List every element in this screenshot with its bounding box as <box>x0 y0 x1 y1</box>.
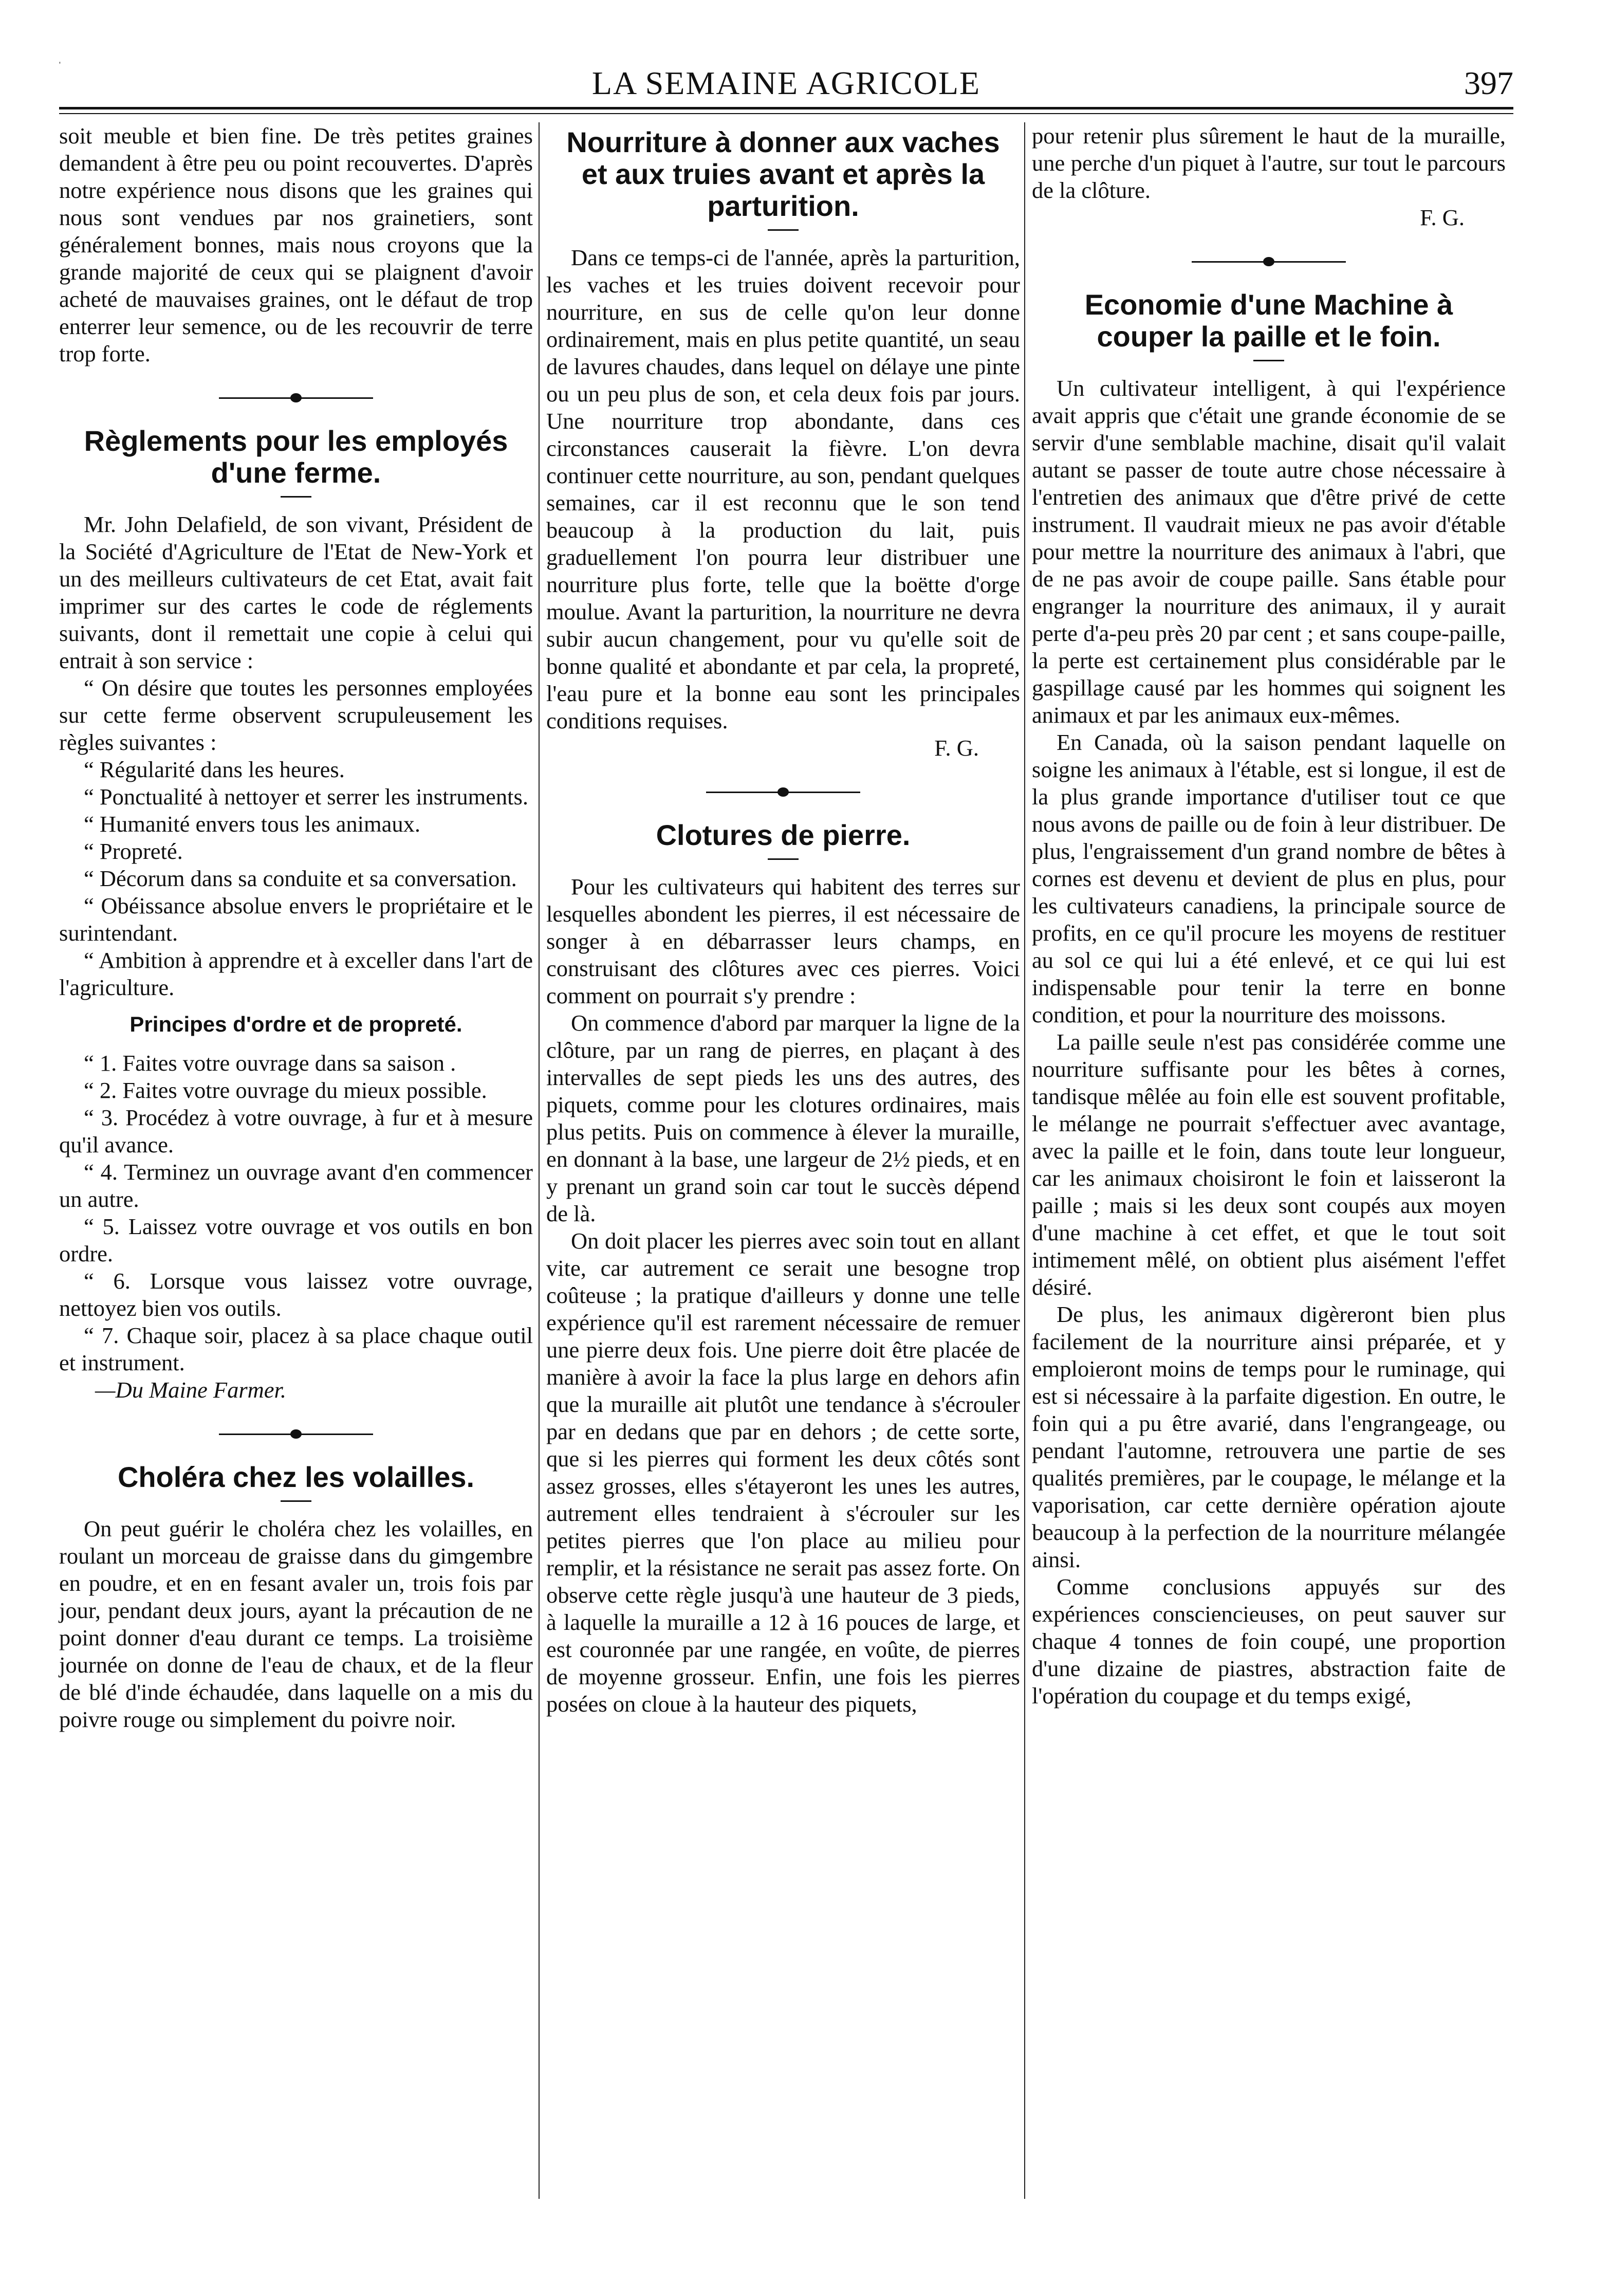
paragraph: Comme conclusions appuyés sur des expériences consciencieuses, on peut sauver sur chaque 4 tonnes de foin coupé, une proportion d'une dizaine de piastres, abstraction faite de l'opération du coupage et du temps exigé, <box>1032 1574 1506 1709</box>
article-heading: Economie d'une Machine à couper la paille et le foin. <box>1084 288 1453 353</box>
paragraph: On doit placer les pierres avec soin tout en allant vite, car autrement ce serait une besogne trop coûteuse ; la pratique d'ailleurs y donne une telle expérience qu'il est rarement nécessaire de remuer une pierre deux fois. Une pierre doit être placée de manière à avoir la face la plus large en dehors afin que la muraille ait plutôt une tendance à s'écrouler par en dedans que par en dehors ; de cette sorte, que si les pierres qui forment les deux côtés sont assez grosses, elles s'étayeront les unes les autres, autrement elles tendraient à s'écrouler sur les petites pierres que l'on place au milieu pour remplir, et la résistance ne serait pas assez forte. On observe cette règle jusqu'à une hauteur de 3 pieds, à laquelle la muraille a 12 à 16 pouces de large, et est couronnée par une rangée, en voûte, de pierres de moyenne grosseur. Enfin, une fois les pierres posées on cloue à la hauteur des piquets, <box>546 1228 1020 1717</box>
article-heading: Clotures de pierre. <box>656 819 911 851</box>
signature: F. G. <box>1420 205 1465 230</box>
rule-item: “ Propreté. <box>84 838 183 864</box>
paragraph: soit meuble et bien fine. De très petites graines demandent à être peu ou point recouvertes. D'après notre expérience nous disons que les graines qui nous sont vendues par nos grainetiers, sont généralement bonnes, mais nous croyons que la grande majorité de ceux qui se plaignent d'avoir acheté de mauvaises graines, ont le défaut de trop enterrer leur semence, ou de les recouvrir de terre trop forte. <box>59 123 533 366</box>
paragraph: On commence d'abord par marquer la ligne de la clôture, par un rang de pierres, en plaçant à des intervalles de sept pieds les uns des autres, des piquets, comme pour les clotures ordinaires, mais plus petits. Puis on commence à élever la muraille, en donnant à la base, une largeur de 2½ pieds, et en y prenant un grand soin car tout le succès dépend de là. <box>546 1010 1020 1226</box>
column-divider-2 <box>1024 122 1025 2199</box>
column-3 <box>1032 122 1506 1710</box>
heading-dash <box>281 1500 311 1502</box>
column-1 <box>59 122 533 1733</box>
principle-item: “ 2. Faites votre ouvrage du mieux possible. <box>84 1077 487 1103</box>
heading-dash <box>1253 360 1284 361</box>
paragraph: En Canada, où la saison pendant laquelle on soigne les animaux à l'étable, est si longue, il est de la plus grande importance d'utiliser tout ce que nous avons de paille ou de foin à leur distribuer. De plus, l'engraissement d'un grand nombre de bêtes à cornes est devenu et devient de plus en plus, pour les cultivateurs canadiens, la principale source de profits, en ce qu'il procure les moyens de restituer au sol ce qui lui a été enlevé, et ce qui lui est indispensable pour tenir la terre en bonne condition, et pour la nourriture des moissons. <box>1032 729 1506 1027</box>
paragraph: De plus, les animaux digèreront bien plus facilement de la nourriture ainsi préparée, et y emploieront moins de temps pour le ruminage, qui est si nécessaire à la parfaite digestion. En outre, le foin qui a pu être avarié, dans l'engrangeage, ou pendant l'automne, retrouvera une partie de ses qualités premières, par le coupage, le mélange et la vaporisation, car cette dernière opération ajoute beaucoup à la perfection de la nourriture mélangée ainsi. <box>1032 1301 1506 1572</box>
rule-item: “ Obéissance absolue envers le propriétaire et le surintendant. <box>59 893 533 946</box>
paragraph: Pour les cultivateurs qui habitent des terres sur lesquelles abondent les pierres, il est nécessaire de songer à en débarrasser leurs champs, en construisant des clôtures avec ces pierres. Voici comment on pourrait s'y prendre : <box>546 874 1020 1008</box>
heading-dash <box>768 229 799 231</box>
ornament-divider <box>219 1427 373 1441</box>
paragraph: La paille seule n'est pas considérée comme une nourriture suffisante pour les bêtes à cornes, tandisque mêlée au foin elle est souvent profitable, le mélange ne pourrait s'effectuer avec avantage, avec la paille et le foin, dans toute leur longueur, car les animaux choisiront le foin et laisseront la paille ; mais si les deux sont coupés aux moyen d'une machine à cet effet, et que le tout soit intimement mêlé, on obtient plus aisément l'effet désiré. <box>1032 1029 1506 1300</box>
column-divider-1 <box>539 122 540 2199</box>
ornament-divider <box>1192 255 1346 268</box>
column-2 <box>546 122 1020 1718</box>
principle-item: “ 7. Chaque soir, placez à sa place chaque outil et instrument. <box>59 1323 533 1375</box>
header-rule-thin <box>59 113 1513 114</box>
newspaper-title: LA SEMAINE AGRICOLE <box>591 65 981 101</box>
rule-item: “ Régularité dans les heures. <box>84 757 345 782</box>
rule-item: “ Humanité envers tous les animaux. <box>84 811 420 837</box>
paragraph: Dans ce temps-ci de l'année, après la parturition, les vaches et les truies doivent recevoir pour nourriture, en sus de celle qu'on leur donne ordinairement, mais en plus petite quantité, un seau de lavures chaudes, dans lequel on délaye une pinte ou un peu plus de son, et cela deux fois par jours. Une nourriture trop abondante, dans ces circonstances causerait la fièvre. L'on devra continuer cette nourriture, au son, pendant quelques semaines, car il est reconnu que le son tend beaucoup à la production du lait, puis graduellement l'on pourra leur distribuer une nourriture plus forte, telle que la boëtte d'orge moulue. Avant la parturition, la nourriture ne devra subir aucun changement, pour vu qu'elle soit de bonne qualité et abondante et par cela, la propreté, l'eau pure et la bonne eau sont les principales conditions requises. <box>546 245 1020 733</box>
header-left-mark: ' <box>59 61 61 69</box>
source-attribution: —Du Maine Farmer. <box>95 1377 287 1403</box>
paragraph: pour retenir plus sûrement le haut de la muraille, une perche d'un piquet à l'autre, sur tout le parcours de la clôture. <box>1032 123 1506 203</box>
page-header <box>59 61 1513 106</box>
principle-item: “ 6. Lorsque vous laissez votre ouvrage, nettoyez bien vos outils. <box>59 1268 533 1321</box>
paragraph: On peut guérir le choléra chez les volailles, en roulant un morceau de graisse dans du gimgembre en poudre, et en en fesant avaler un, trois fois par jour, pendant deux jours, ayant la précaution de ne point donner d'eau durant ce temps. La troisième journée on donne de l'eau de chaux, et de la fleur de blé d'inde échaudée, dans laquelle on a mis du poivre rouge ou simplement du poivre noir. <box>59 1516 533 1732</box>
paragraph: Mr. John Delafield, de son vivant, Président de la Société d'Agriculture de l'Etat de New-York et un des meilleurs cultivateurs de cet Etat, avait fait imprimer sur des cartes le code de réglements suivants, dont il remettait une copie à celui qui entrait à son service : <box>59 511 533 673</box>
principle-item: “ 1. Faites votre ouvrage dans sa saison . <box>84 1050 456 1076</box>
heading-dash <box>281 496 311 498</box>
ornament-divider <box>219 391 373 405</box>
header-rule <box>59 107 1513 109</box>
rule-item: “ Décorum dans sa conduite et sa conversation. <box>84 866 517 891</box>
page-number: 397 <box>1464 65 1513 101</box>
subheading: Principes d'ordre et de propreté. <box>129 1012 462 1036</box>
principle-item: “ 5. Laissez votre ouvrage et vos outils en bon ordre. <box>59 1214 533 1266</box>
rule-item: “ On désire que toutes les personnes employées sur cette ferme observent scrupuleusement les règles suivantes : <box>59 675 533 755</box>
heading-dash <box>768 858 799 860</box>
article-heading: Nourriture à donner aux vaches et aux truies avant et après la parturition. <box>566 126 1000 222</box>
rule-item: “ Ambition à apprendre et à exceller dans l'art de l'agriculture. <box>59 947 533 1000</box>
article-heading: Choléra chez les volailles. <box>117 1461 475 1493</box>
signature: F. G. <box>934 735 979 761</box>
principle-item: “ 4. Terminez un ouvrage avant d'en commencer un autre. <box>59 1159 533 1212</box>
principle-item: “ 3. Procédez à votre ouvrage, à fur et à mesure qu'il avance. <box>59 1105 533 1158</box>
paragraph: Un cultivateur intelligent, à qui l'expérience avait appris que c'était une grande économie de se servir d'une semblable machine, disait qu'il valait autant se passer de toute autre chose nécessaire à l'entretien des animaux que d'être privé de cette instrument. Il vaudrait mieux ne pas avoir d'étable pour mettre la nourriture des animaux à l'abri, que de ne pas avoir de coupe paille. Sans étable pour engranger la nourriture des animaux, il y aurait perte d'a-peu près 20 par cent ; et sans coupe-paille, la perte est certainement plus considérable par le gaspillage causé par les hommes qui soignent les animaux et par les animaux eux-mêmes. <box>1032 375 1506 728</box>
ornament-divider <box>706 785 860 799</box>
article-heading: Règlements pour les employés d'une ferme. <box>84 425 508 489</box>
rule-item: “ Ponctualité à nettoyer et serrer les instruments. <box>84 784 528 810</box>
